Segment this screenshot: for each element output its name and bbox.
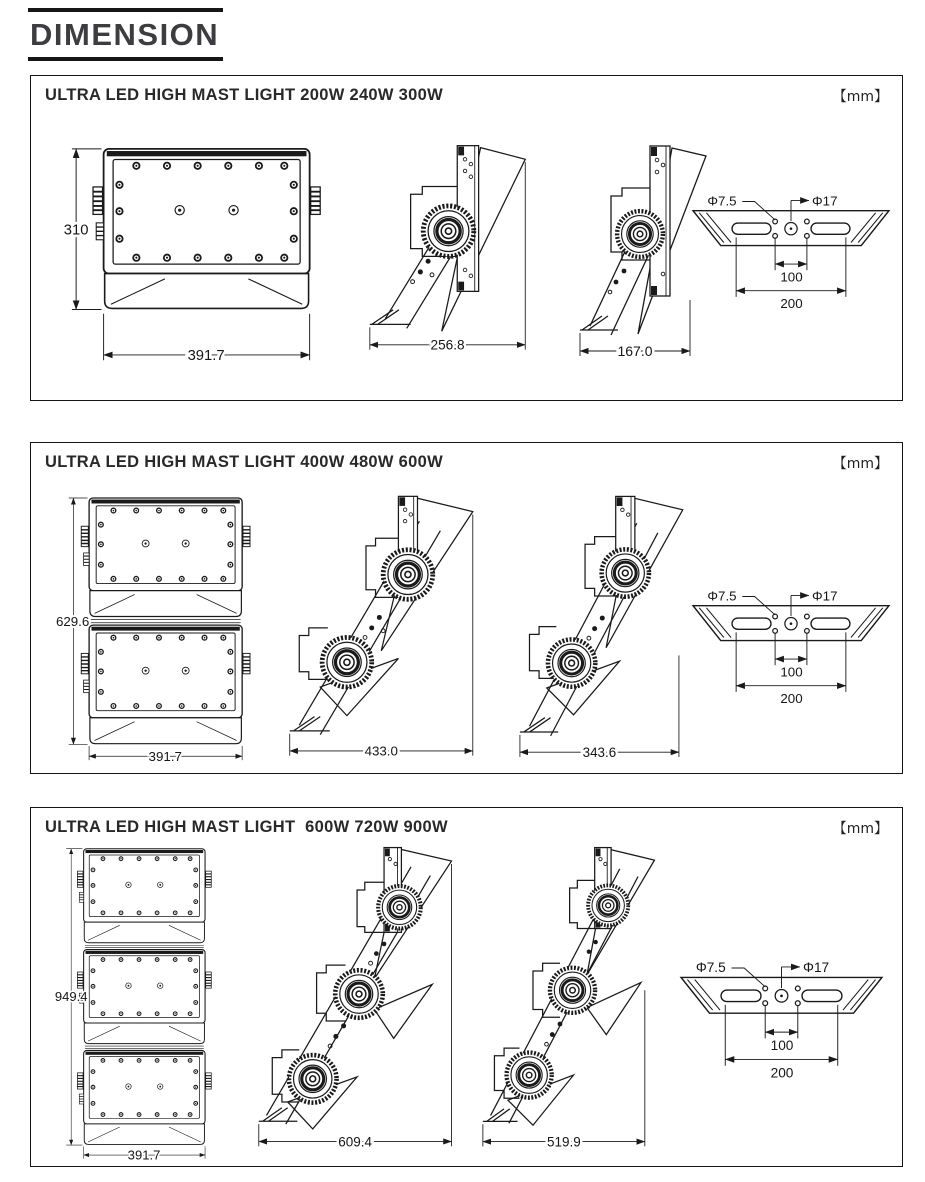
page-header: [28, 8, 223, 61]
front-height-dim: 949.4: [54, 989, 88, 1005]
side-view-b-drawing: [479, 836, 667, 1154]
bracket-small-hole-label: Φ7.5: [707, 193, 737, 209]
side-b-width-dim: 167.0: [617, 343, 653, 359]
side-b-width-dim: 519.9: [546, 1134, 581, 1150]
section-title: ULTRA LED HIGH MAST LIGHT 400W 480W 600W: [45, 453, 443, 471]
section-200w-240w-300w: [30, 75, 903, 401]
bracket-inner-spacing-dim: 100: [780, 664, 803, 680]
side-view-b-drawing: [518, 483, 700, 766]
bracket-outer-spacing-dim: 200: [780, 691, 803, 707]
side-view-a-drawing: [364, 134, 534, 362]
bracket-inner-spacing-dim: 100: [780, 269, 803, 285]
front-view-drawing: [55, 132, 335, 377]
side-view-a-drawing: [284, 483, 489, 764]
mounting-bracket-drawing: [691, 577, 891, 712]
bracket-small-hole-label: Φ7.5: [707, 588, 737, 604]
bracket-outer-spacing-dim: 200: [780, 296, 803, 312]
section-600w-720w-900w: [30, 807, 903, 1167]
side-a-width-dim: 256.8: [430, 337, 465, 353]
front-width-dim: 391.7: [148, 748, 182, 764]
side-a-width-dim: 433.0: [364, 743, 398, 759]
section-title: ULTRA LED HIGH MAST LIGHT 600W 720W 900W: [45, 818, 448, 836]
mounting-bracket-drawing: [679, 948, 884, 1087]
bracket-inner-spacing-dim: 100: [770, 1037, 794, 1053]
front-height-dim: 629.6: [55, 613, 90, 629]
bracket-small-hole-label: Φ7.5: [695, 960, 726, 976]
side-a-width-dim: 609.4: [338, 1134, 373, 1150]
page-title: DIMENSION: [28, 8, 223, 61]
side-view-a-drawing: [253, 836, 465, 1154]
section-400w-480w-600w: [30, 442, 903, 774]
bracket-large-hole-label: Φ17: [812, 193, 838, 209]
front-width-dim: 391.7: [187, 348, 225, 365]
bracket-outer-spacing-dim: 200: [770, 1065, 794, 1081]
unit-label: 【mm】: [832, 821, 888, 837]
side-b-width-dim: 343.6: [582, 744, 617, 760]
bracket-large-hole-label: Φ17: [812, 588, 838, 604]
unit-label: 【mm】: [832, 89, 888, 105]
front-view-drawing: [53, 487, 261, 763]
front-height-dim: 310: [63, 222, 89, 239]
unit-label: 【mm】: [832, 456, 888, 472]
front-view-drawing: [55, 840, 220, 1164]
section-title: ULTRA LED HIGH MAST LIGHT 200W 240W 300W: [45, 86, 443, 104]
mounting-bracket-drawing: [691, 182, 891, 317]
front-width-dim: 391.7: [127, 1147, 161, 1163]
bracket-large-hole-label: Φ17: [803, 960, 830, 976]
